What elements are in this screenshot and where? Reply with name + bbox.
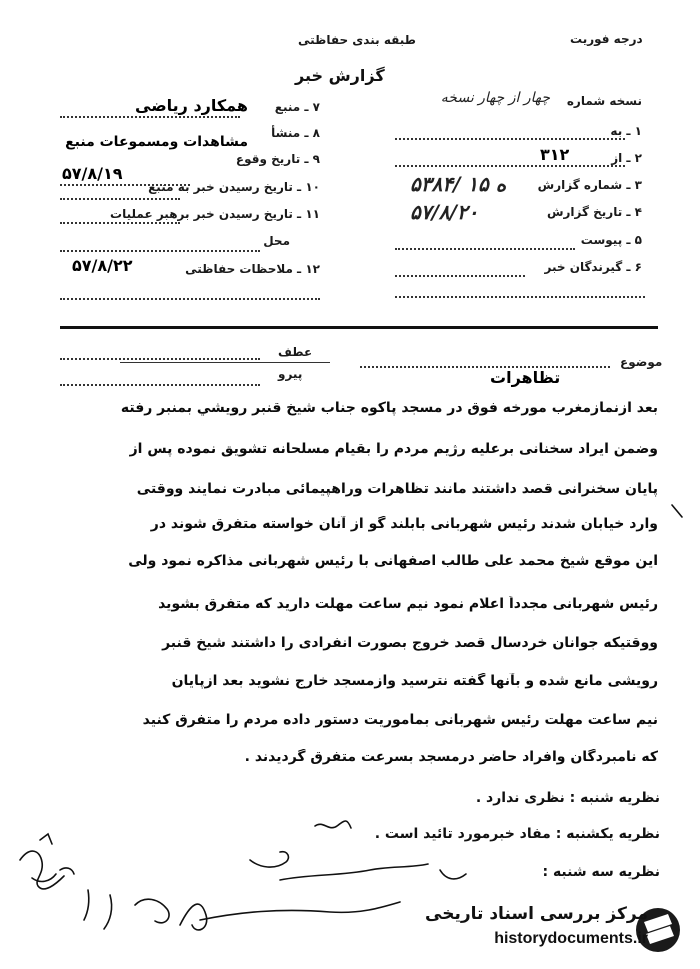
body-line: وضمن ايراد سخنانی برعليه رژيم مردم را بقيام مسلحانه تشويق نموده پس از (129, 441, 658, 457)
body-line: ووقتيکه جوانان خردسال قصد خروج بصورت انفرادی را داشتند شيخ قنبر (162, 635, 658, 651)
body-line: پايان سخنرانی قصد داشتند مانند تظاهرات وراهپيمائی مبادرت نمايند ووقتی (136, 481, 658, 497)
occurrence-date-label: ۹ ـ تاريخ وقوع (235, 152, 320, 166)
source-received-date-label: ۱۰ ـ تاريخ رسيدن خبر به منبع (148, 180, 320, 194)
attachment-label: ۵ ـ پيوست (580, 233, 642, 247)
body-line: وارد خيابان شدند رئيس شهربانی بابلند گو از آنان خواسته متفرق شوند در (150, 516, 658, 532)
reference-atf-label: عطف (278, 345, 313, 359)
copy-number-label: نسخه شماره (566, 94, 642, 108)
security-notes-value: ۵۷/۸/۲۲ (72, 256, 133, 275)
classification-label: طبقه بندی حفاظتی (298, 33, 416, 47)
security-notes-label: ۱۲ ـ ملاحظات حفاظتی (185, 262, 320, 276)
body-line: اين موقع شيخ محمد علی طالب اصفهانی با رئيس شهربانی مذاکره نمود ولی (128, 553, 658, 569)
origin-label: ۸ ـ منشأ (271, 126, 320, 140)
body-line: رويشی مانع شده و بآنها گفته نترسيد وازمسجد خارج نشويد بعد ازپايان (171, 673, 658, 689)
opinion-saturday-value: نظری ندارد . (475, 790, 565, 806)
body-line: نيم ساعت مهلت رئيس شهربانی بماموريت دستور داده مردم را متفرق کنيد (142, 712, 658, 728)
archive-watermark (400, 900, 690, 960)
watermark-line2: historydocuments.ir (494, 930, 648, 947)
opinion-sunday-value: مفاد خبرمورد تائيد است . (374, 826, 551, 842)
report-number-value: ۵۳۸۴/ ۱۵ ه (410, 172, 507, 196)
subject-value: تظاهرات (490, 368, 561, 387)
from-value: ۳۱۲ (540, 145, 570, 164)
watermark-line1: مرکز بررسی اسناد تاریخی (425, 904, 648, 924)
recipients-label: ۶ ـ گيرندگان خبر (544, 260, 642, 274)
report-date-label: ۴ ـ تاريخ گزارش (546, 205, 642, 219)
opinion-tuesday-label: نظريه سه شنبه : (542, 864, 660, 880)
report-number-label: ۳ ـ شماره گزارش (537, 178, 642, 192)
ops-received-date-label: ۱۱ ـ تاريخ رسيدن خبر برهبر عمليات (110, 207, 320, 221)
copy-number-value: چهار از چهار نسخه (440, 90, 550, 106)
page-title: گزارش خبر (295, 66, 385, 85)
origin-value: مشاهدات ومسموعات منبع (65, 134, 248, 150)
location-label: محل (263, 234, 290, 248)
source-value: همکارد ریاضی (135, 96, 248, 115)
report-date-value: ۵۷/۸/۲۰ (410, 200, 479, 224)
source-label: ۷ ـ منبع (274, 100, 320, 114)
body-line: رئيس شهربانی مجدداً اعلام نمود نيم ساعت مهلت داريد که متفرق بشويد (158, 596, 658, 612)
occurrence-date-value: ۵۷/۸/۱۹ (62, 164, 123, 183)
opinion-saturday-label: نظريه شنبه : (569, 790, 660, 806)
body-line: که نامبردگان وافراد حاضر درمسجد بسرعت متفرق گرديدند . (244, 749, 658, 765)
to-label: ۱ ـ به (610, 124, 642, 138)
body-line: بعد ازنمازمغرب مورخه فوق در مسجد پاکوه جناب شيخ قنبر رويشي بمنبر رفته (120, 400, 658, 416)
from-label: ۲ ـ از (611, 151, 642, 165)
urgency-label: درجه فوريت (570, 32, 643, 46)
opinion-sunday-label: نظريه يكشنبه : (555, 826, 660, 842)
reference-peyro-label: پيرو (278, 367, 303, 381)
subject-label: موضوع (620, 355, 663, 369)
